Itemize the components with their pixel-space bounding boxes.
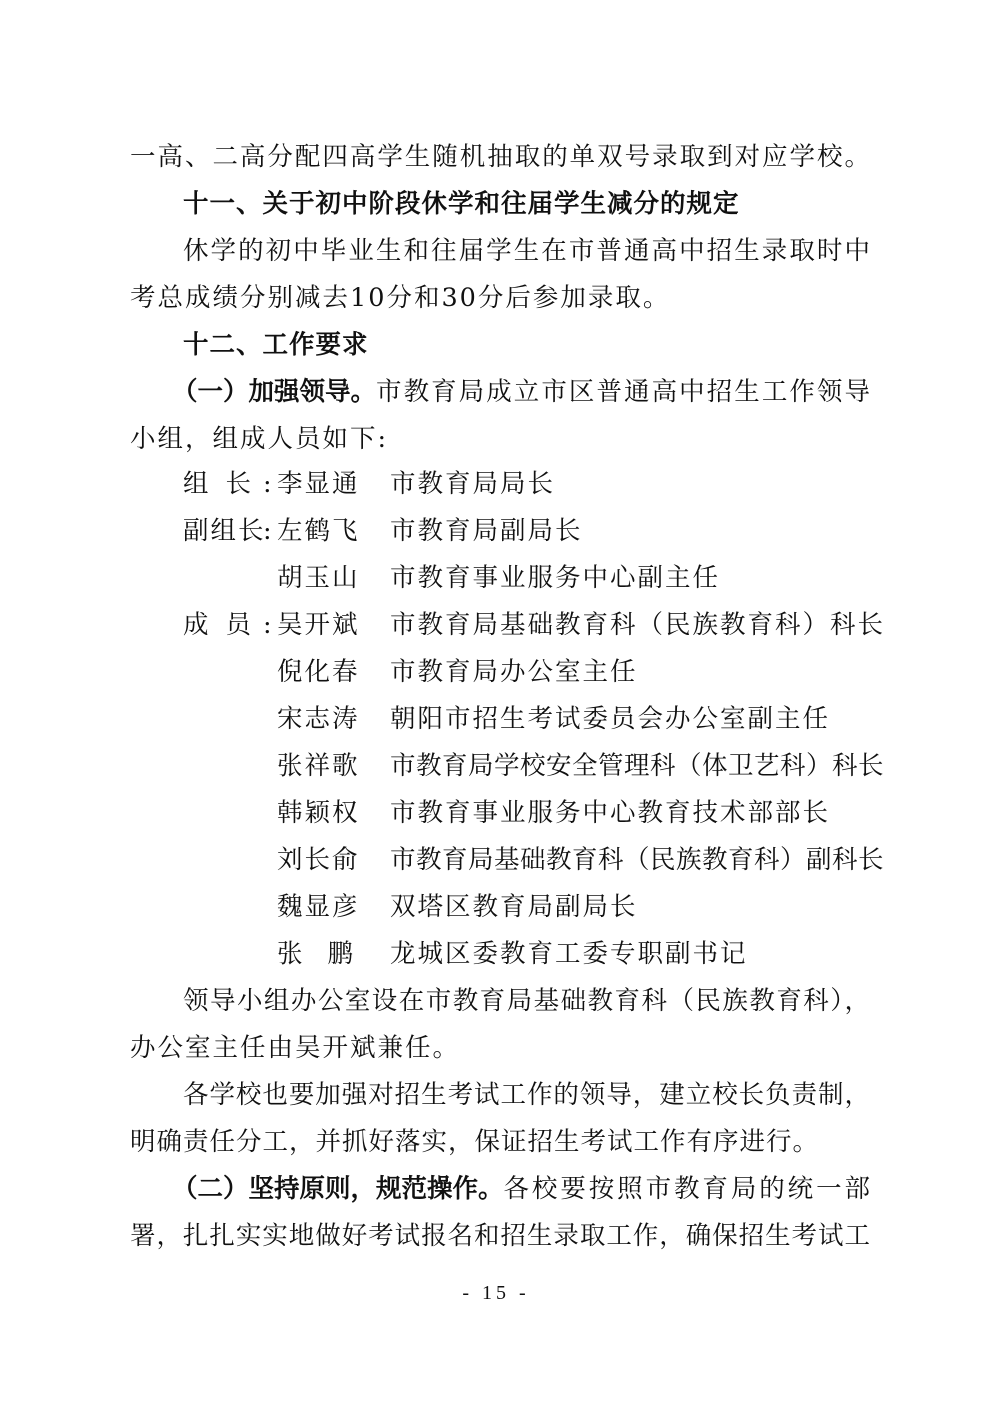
paragraph-line: 办公室主任由吴开斌兼任。 [130, 1033, 461, 1063]
member-title: 市教育局基础教育科（民族教育科）科长 [390, 610, 886, 640]
member-title: 龙城区委教育工委专职副书记 [390, 939, 748, 969]
member-title: 市教育事业服务中心教育技术部部长 [390, 798, 831, 828]
paragraph-line: 领导小组办公室设在市教育局基础教育科（民族教育科）， [183, 986, 870, 1016]
member-name: 左 鹤 飞 [277, 516, 360, 546]
member-name: 胡 玉 山 [277, 563, 360, 593]
member-name: 倪 化 春 [277, 657, 360, 687]
member-name: 刘 长 俞 [277, 845, 360, 875]
member-name: 韩 颖 权 [277, 798, 360, 828]
paragraph-line: 小组，组成人员如下: [130, 424, 389, 454]
subsection-heading-2: （二）坚持原则，规范操作。 [172, 1174, 504, 1204]
section-heading-11: 十一、关于初中阶段休学和往届学生减分的规定 [183, 189, 740, 219]
member-title: 市教育局局长 [390, 469, 556, 499]
role-leader: 组 长 [183, 469, 253, 499]
member-name: 张 祥 歌 [277, 751, 360, 781]
paragraph-line [172, 1172, 870, 1206]
member-title: 市教育局副局长 [390, 516, 583, 546]
member-name: 宋 志 涛 [277, 704, 360, 734]
member-title: 市教育局办公室主任 [390, 657, 638, 687]
subsection-heading-1: （一）加强领导。 [172, 377, 377, 407]
paragraph-line: 各学校也要加强对招生考试工作的领导，建立校长负责制， [183, 1080, 870, 1110]
paragraph-line: 署，扎扎实实地做好考试报名和招生录取工作，确保招生考试工 [130, 1221, 870, 1251]
paragraph-line: 明确责任分工，并抓好落实，保证招生考试工作有序进行。 [130, 1127, 820, 1157]
colon: : [263, 469, 274, 499]
role-member: 成 员 [183, 610, 253, 640]
page-number: - 15 - [462, 1282, 530, 1304]
section-heading-12: 十二、工作要求 [183, 330, 369, 360]
member-name: 张 鹏 [277, 939, 355, 969]
colon: : [263, 610, 274, 640]
paragraph-text: 各校要按照市教育局的统一部 [503, 1174, 870, 1204]
member-name: 吴 开 斌 [277, 610, 360, 640]
colon: : [263, 516, 274, 546]
member-title: 市教育局基础教育科（民族教育科）副科长 [390, 845, 885, 875]
member-name: 李 显 通 [277, 469, 360, 499]
member-title: 朝阳市招生考试委员会办公室副主任 [390, 704, 831, 734]
member-title: 市教育事业服务中心副主任 [390, 563, 721, 593]
member-name: 魏 显 彦 [277, 892, 360, 922]
role-deputy: 副 组 长 [183, 516, 266, 546]
paragraph-line [172, 375, 870, 409]
member-title: 市教育局学校安全管理科（体卫艺科）科长 [390, 751, 885, 781]
member-title: 双塔区教育局副局长 [390, 892, 638, 922]
paragraph-line: 休学的初中毕业生和往届学生在市普通高中招生录取时中 [183, 236, 870, 266]
paragraph-text: 市教育局成立市区普通高中招生工作领导 [376, 377, 870, 407]
paragraph-line: 考总成绩分别减去10分和30分后参加录取。 [130, 283, 671, 313]
paragraph-line: 一高、二高分配四高学生随机抽取的单双号录取到对应学校。 [130, 142, 870, 172]
